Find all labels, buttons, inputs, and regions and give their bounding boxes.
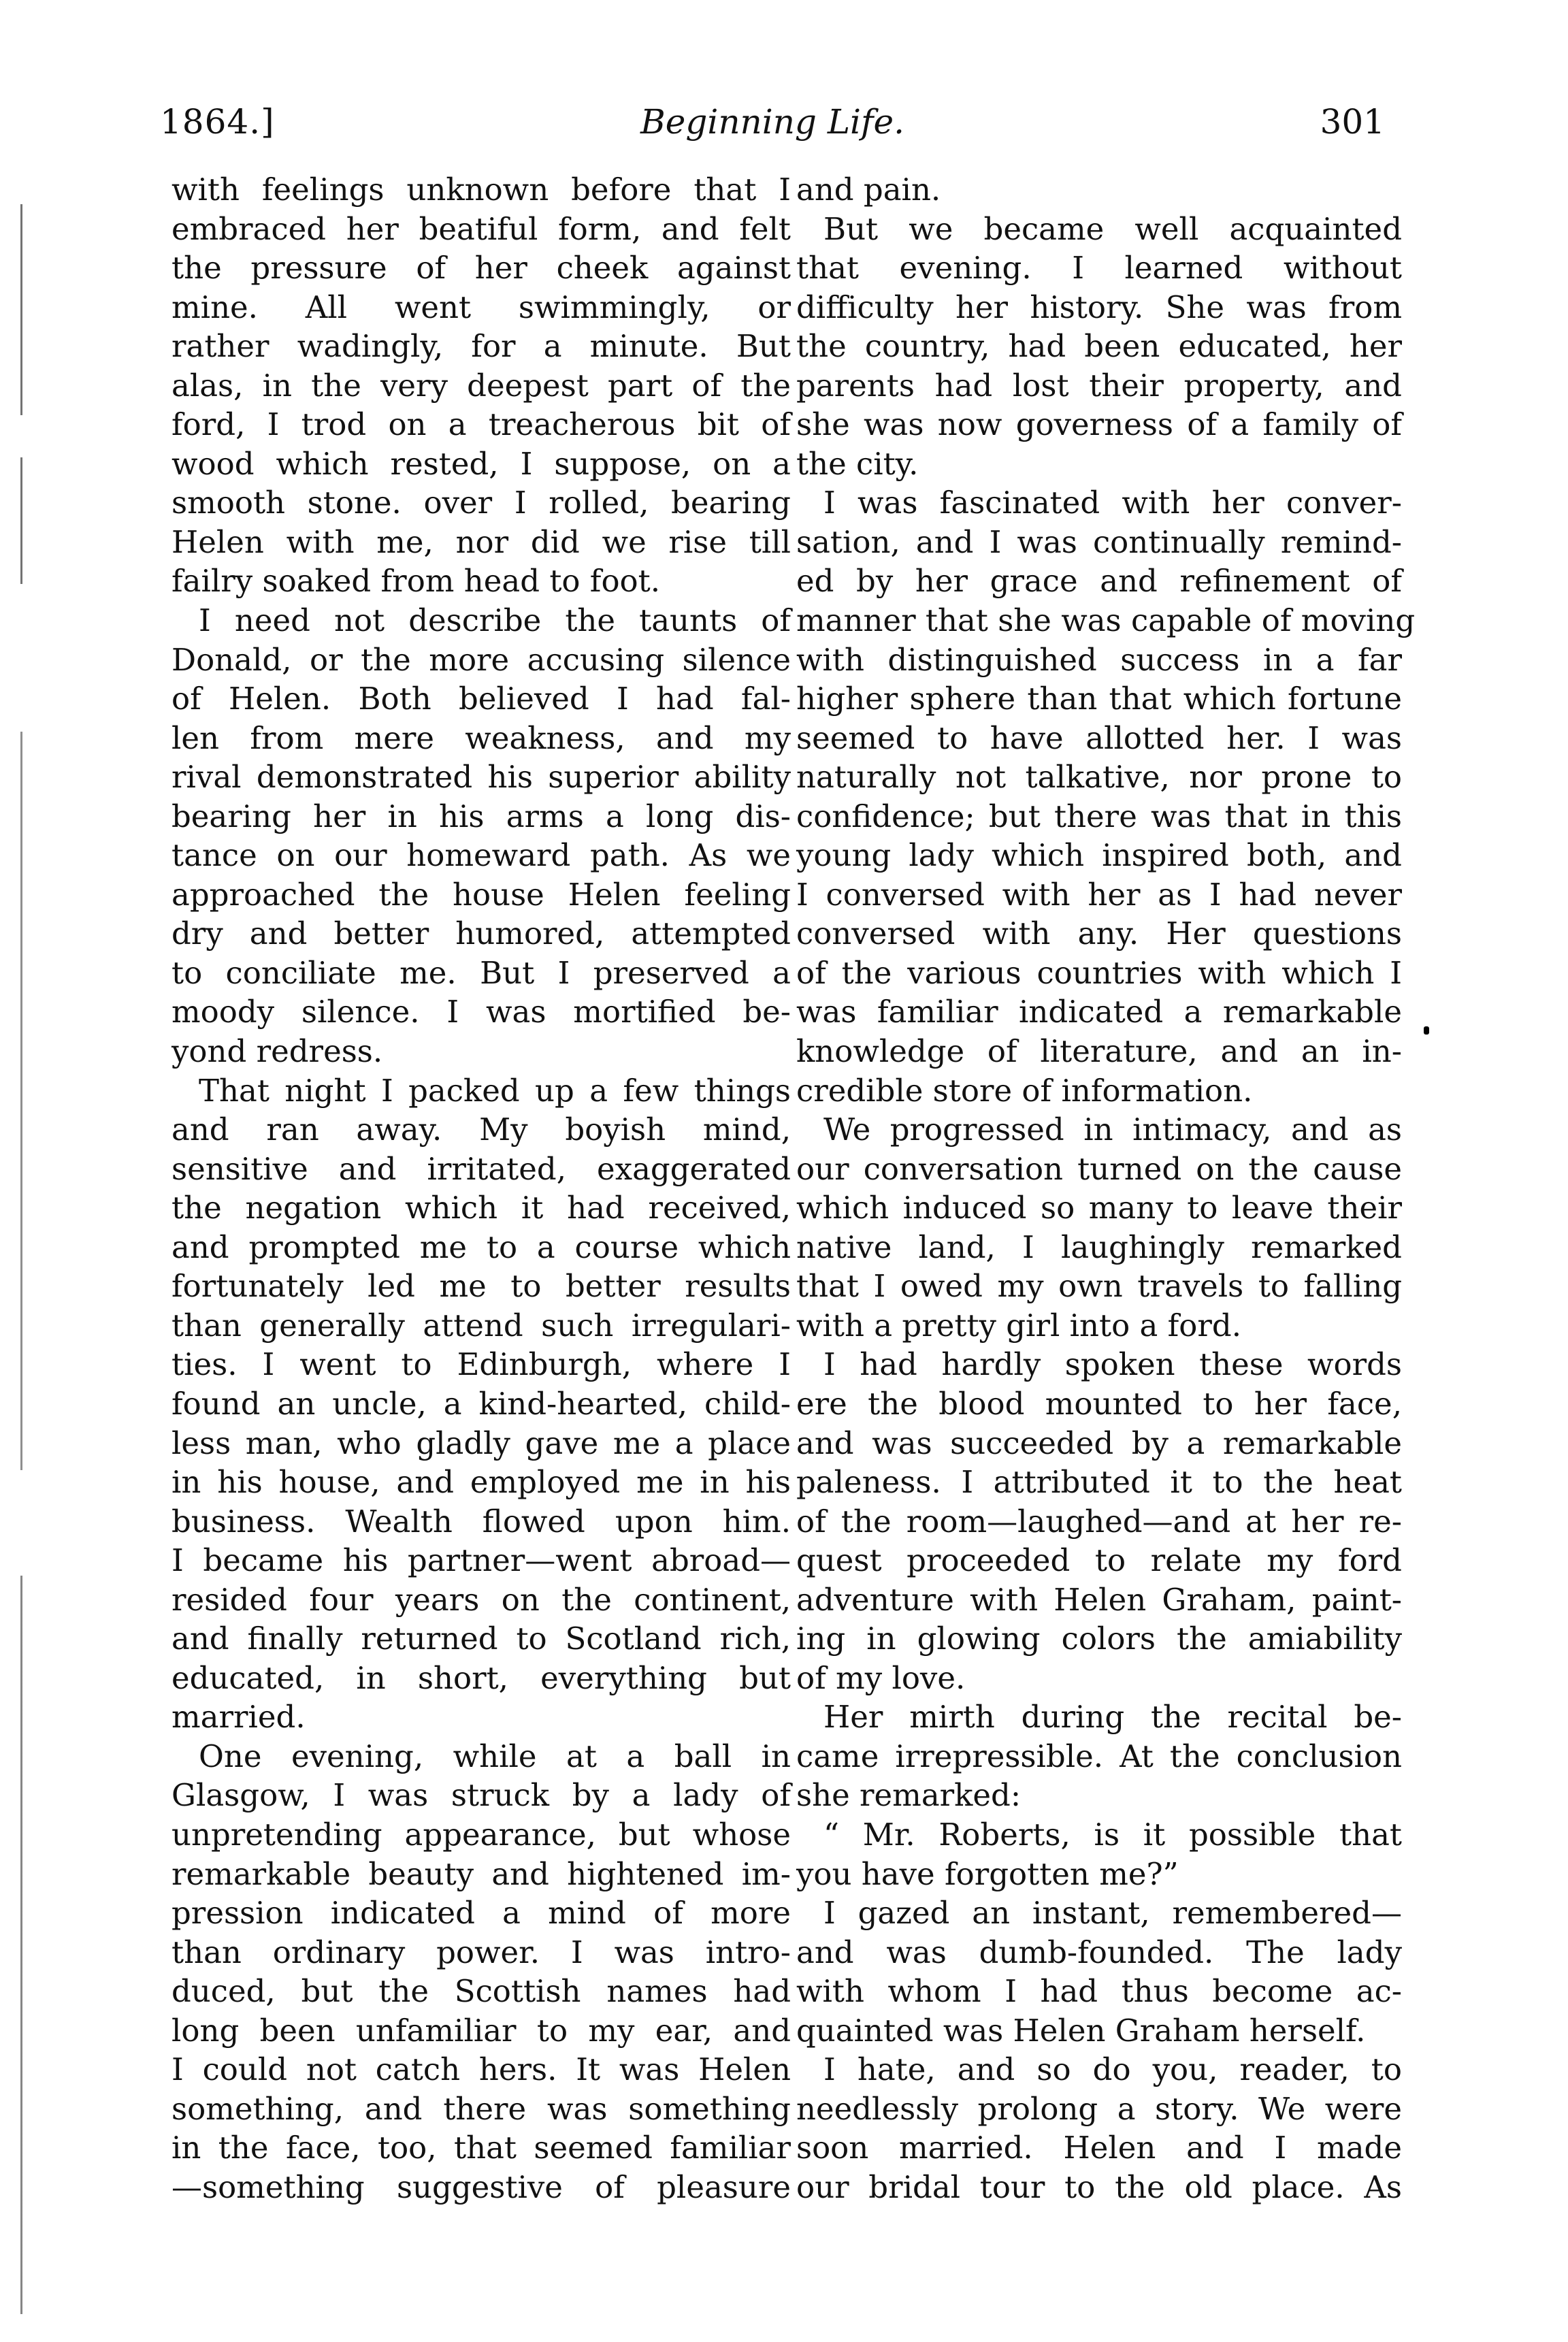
- text-line: that I owed my own travels to falling: [796, 1268, 1402, 1305]
- text-line: credible store of information.: [796, 1072, 1253, 1109]
- text-line: I was fascinated with her conver-: [823, 485, 1402, 521]
- text-line: embraced her beatiful form, and felt: [172, 210, 791, 247]
- text-line: Helen with me, nor did we rise till: [172, 523, 791, 560]
- text-line: parents had lost their property, and: [796, 367, 1402, 404]
- text-line: married.: [172, 1699, 306, 1736]
- text-line: That night I packed up a few things: [199, 1072, 791, 1109]
- text-line: pression indicated a mind of more: [172, 1895, 791, 1932]
- text-line: and prompted me to a course which: [172, 1229, 791, 1265]
- text-line: But we became well acquainted: [823, 210, 1402, 247]
- text-line: the country, had been educated, her: [796, 328, 1402, 365]
- text-line: business. Wealth flowed upon him.: [172, 1503, 791, 1540]
- text-line: unpretending appearance, but whose: [172, 1816, 791, 1853]
- text-line: failry soaked from head to foot.: [172, 563, 661, 600]
- text-line: higher sphere than that which fortune: [796, 681, 1402, 717]
- text-line: the city.: [796, 445, 919, 482]
- right-text-column: [796, 170, 1416, 2207]
- text-line: I could not catch hers. It was Helen: [172, 2051, 791, 2088]
- text-line: quest proceeded to relate my ford: [796, 1542, 1402, 1579]
- text-line: sation, and I was continually remind-: [796, 523, 1402, 560]
- text-line: smooth stone. over I rolled, bearing: [172, 485, 791, 521]
- text-line: of Helen. Both believed I had fal-: [172, 681, 791, 717]
- text-line: remarkable beauty and hightened im-: [172, 1855, 791, 1892]
- header-title: Beginning Life.: [640, 102, 904, 142]
- text-line: duced, but the Scottish names had: [172, 1973, 791, 2010]
- text-line: our bridal tour to the old place. As: [796, 2168, 1402, 2205]
- text-line: and ran away. My boyish mind,: [172, 1111, 791, 1148]
- text-line: soon married. Helen and I made: [796, 2130, 1402, 2166]
- text-line: of my love.: [796, 1659, 966, 1696]
- text-line: found an uncle, a kind-hearted, child-: [172, 1385, 791, 1422]
- text-line: sensitive and irritated, exaggerated: [172, 1150, 791, 1187]
- text-line: the pressure of her cheek against: [172, 250, 791, 287]
- text-line: I had hardly spoken these words: [823, 1346, 1402, 1383]
- text-line: I hate, and so do you, reader, to: [823, 2051, 1402, 2088]
- text-line: resided four years on the continent,: [172, 1581, 791, 1618]
- text-line: which induced so many to leave their: [796, 1190, 1402, 1226]
- text-line: yond redress.: [172, 1033, 383, 1070]
- page-header: [160, 102, 1385, 163]
- text-line: you have forgotten me?”: [796, 1855, 1179, 1892]
- text-line: to conciliate me. But I preserved a: [172, 954, 791, 991]
- text-line: naturally not talkative, nor prone to: [796, 759, 1402, 796]
- text-line: ford, I trod on a treacherous bit of: [172, 406, 791, 443]
- text-line: and pain.: [796, 172, 941, 208]
- text-line: ere the blood mounted to her face,: [796, 1385, 1402, 1422]
- text-line: and was dumb-founded. The lady: [796, 1934, 1402, 1970]
- text-line: len from mere weakness, and my: [172, 719, 791, 756]
- text-line: she remarked:: [796, 1777, 1022, 1814]
- text-line: bearing her in his arms a long dis-: [172, 798, 791, 834]
- text-line: in the face, too, that seemed familiar: [172, 2130, 791, 2166]
- text-line: came irrepressible. At the conclusion: [796, 1738, 1402, 1774]
- text-line: conversed with any. Her questions: [796, 915, 1402, 952]
- text-line: I need not describe the taunts of: [199, 602, 791, 639]
- text-line: paleness. I attributed it to the heat: [796, 1464, 1402, 1501]
- text-line: adventure with Helen Graham, paint-: [796, 1581, 1402, 1618]
- text-line: quainted was Helen Graham herself.: [796, 2012, 1366, 2049]
- text-line: I conversed with her as I had never: [796, 876, 1402, 913]
- text-line: moody silence. I was mortified be-: [172, 994, 791, 1030]
- left-text-column: [172, 170, 791, 2207]
- text-line: that evening. I learned without: [796, 250, 1402, 287]
- text-line: with a pretty girl into a ford.: [796, 1307, 1242, 1344]
- text-line: with feelings unknown before that I: [172, 172, 791, 208]
- text-line: ed by her grace and refinement of: [796, 563, 1402, 600]
- text-line: native land, I laughingly remarked: [796, 1229, 1402, 1265]
- text-line: We progressed in intimacy, and as: [823, 1111, 1402, 1148]
- text-line: than ordinary power. I was intro-: [172, 1934, 791, 1970]
- text-line: our conversation turned on the cause: [796, 1150, 1402, 1187]
- text-line: with whom I had thus become ac-: [796, 1973, 1402, 2010]
- text-line: dry and better humored, attempted: [172, 915, 791, 952]
- text-line: approached the house Helen feeling: [172, 876, 791, 913]
- text-line: of the room—laughed—and at her re-: [796, 1503, 1402, 1540]
- text-line: needlessly prolong a story. We were: [796, 2090, 1402, 2127]
- text-line: One evening, while at a ball in: [199, 1738, 791, 1774]
- text-line: with distinguished success in a far: [796, 641, 1402, 678]
- text-line: long been unfamiliar to my ear, and: [172, 2012, 791, 2049]
- text-line: difficulty her history. She was from: [796, 289, 1402, 325]
- text-line: Her mirth during the recital be-: [823, 1699, 1402, 1736]
- scan-margin-rule: [20, 204, 22, 2314]
- text-line: manner that she was capable of moving: [796, 602, 1416, 639]
- text-line: ties. I went to Edinburgh, where I: [172, 1346, 791, 1383]
- text-line: in his house, and employed me in his: [172, 1464, 791, 1501]
- text-line: —something suggestive of pleasure: [172, 2168, 791, 2205]
- text-line: and was succeeded by a remarkable: [796, 1425, 1402, 1461]
- text-line: the negation which it had received,: [172, 1190, 791, 1226]
- text-line: “ Mr. Roberts, is it possible that: [823, 1816, 1402, 1853]
- text-line: I became his partner—went abroad—: [172, 1542, 791, 1579]
- text-line: Donald, or the more accusing silence: [172, 641, 791, 678]
- text-line: seemed to have allotted her. I was: [796, 719, 1402, 756]
- header-year: 1864.]: [160, 102, 275, 142]
- text-line: of the various countries with which I: [796, 954, 1402, 991]
- text-line: something, and there was something: [172, 2090, 791, 2127]
- text-line: was familiar indicated a remarkable: [796, 994, 1402, 1030]
- text-line: knowledge of literature, and an in-: [796, 1033, 1402, 1070]
- text-line: Glasgow, I was struck by a lady of: [172, 1777, 791, 1814]
- text-line: fortunately led me to better results: [172, 1268, 791, 1305]
- text-line: educated, in short, everything but: [172, 1659, 791, 1696]
- text-line: than generally attend such irregulari-: [172, 1307, 791, 1344]
- text-line: and finally returned to Scotland rich,: [172, 1621, 791, 1657]
- text-line: ing in glowing colors the amiability: [796, 1621, 1402, 1657]
- header-page-number: 301: [1320, 102, 1385, 142]
- text-line: rival demonstrated his superior ability: [172, 759, 791, 796]
- text-line: I gazed an instant, remembered—: [823, 1895, 1402, 1932]
- text-line: she was now governess of a family of: [796, 406, 1402, 443]
- text-line: mine. All went swimmingly, or: [172, 289, 791, 325]
- text-line: less man, who gladly gave me a place: [172, 1425, 791, 1461]
- text-line: wood which rested, I suppose, on a: [172, 445, 791, 482]
- text-line: tance on our homeward path. As we: [172, 837, 791, 874]
- text-line: confidence; but there was that in this: [796, 798, 1402, 834]
- text-line: rather wadingly, for a minute. But: [172, 328, 791, 365]
- text-line: alas, in the very deepest part of the: [172, 367, 791, 404]
- scan-speck: [1424, 1026, 1429, 1035]
- text-line: young lady which inspired both, and: [796, 837, 1402, 874]
